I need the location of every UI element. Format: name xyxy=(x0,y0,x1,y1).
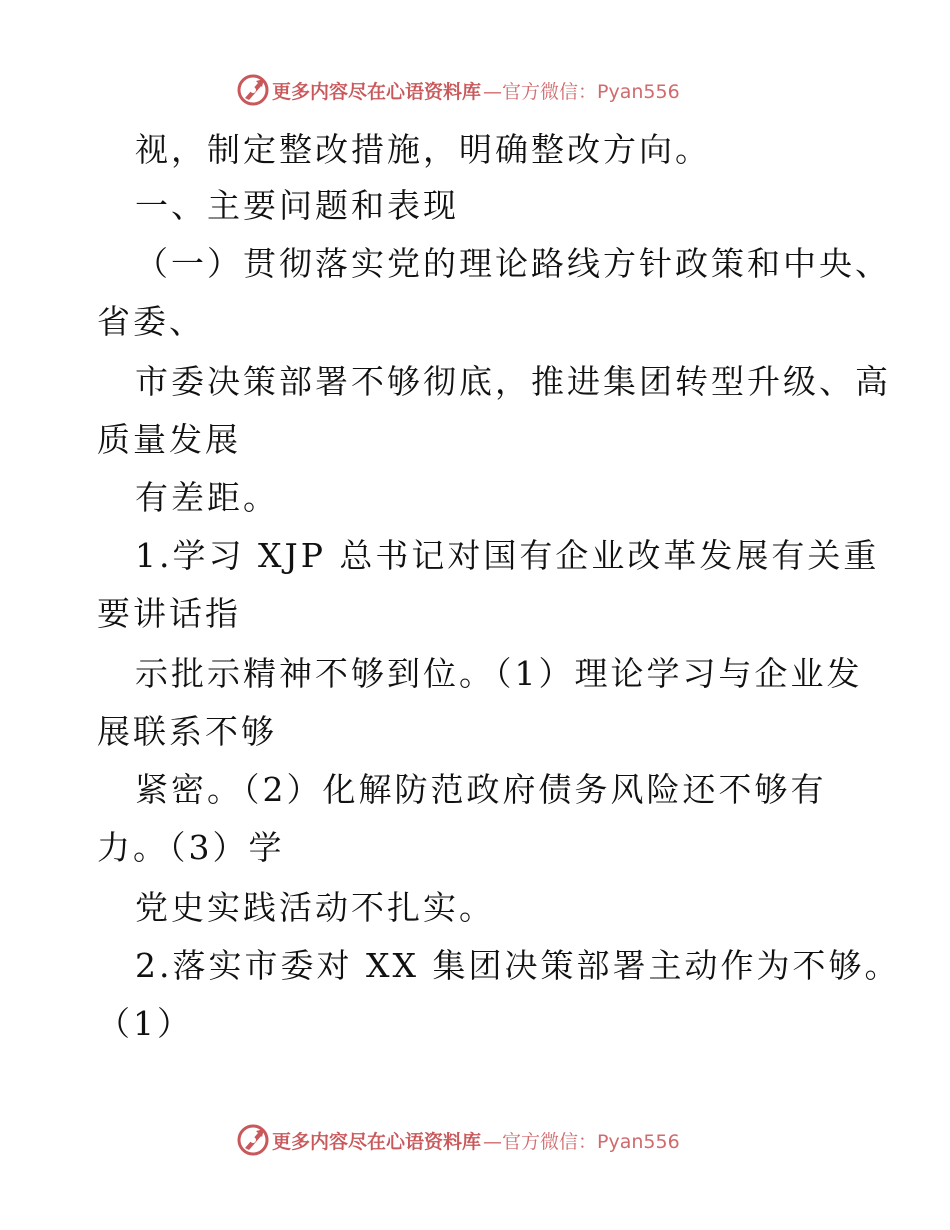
header-banner xyxy=(236,73,680,107)
body-line: 市委决策部署不够彻底，推进集团转型升级、高 xyxy=(135,362,891,401)
body-line: 视，制定整改措施，明确整改方向。 xyxy=(135,130,711,169)
body-line: 2.落实市委对 XX 集团决策部署主动作为不够。 xyxy=(135,946,901,985)
body-line: 党史实践活动不扎实。 xyxy=(135,888,495,927)
subsection-heading: （一）贯彻落实党的理论路线方针政策和中央、 xyxy=(135,244,891,283)
quill-logo-icon xyxy=(236,1123,270,1157)
body-line: 要讲话指 xyxy=(97,594,241,633)
banner-wechat: —官方微信：Pyan556 xyxy=(483,80,680,103)
body-line: 展联系不够 xyxy=(97,712,277,751)
section-heading: 一、主要问题和表现 xyxy=(135,186,459,225)
body-line: 示批示精神不够到位。（1）理论学习与企业发 xyxy=(135,654,863,693)
quill-logo-icon xyxy=(236,73,270,107)
banner-title: 更多内容尽在心语资料库 xyxy=(272,80,482,103)
banner-title: 更多内容尽在心语资料库 xyxy=(272,1130,482,1153)
body-line: 1.学习 XJP 总书记对国有企业改革发展有关重 xyxy=(135,536,880,575)
body-line: （1） xyxy=(97,1004,193,1043)
body-line: 质量发展 xyxy=(97,420,241,459)
body-line: 力。（3）学 xyxy=(97,828,285,867)
banner-wechat: —官方微信：Pyan556 xyxy=(483,1130,680,1153)
body-line: 紧密。（2）化解防范政府债务风险还不够有 xyxy=(135,770,827,809)
body-line: 有差距。 xyxy=(135,478,279,517)
body-line: 省委、 xyxy=(97,302,205,341)
footer-banner xyxy=(236,1123,680,1157)
